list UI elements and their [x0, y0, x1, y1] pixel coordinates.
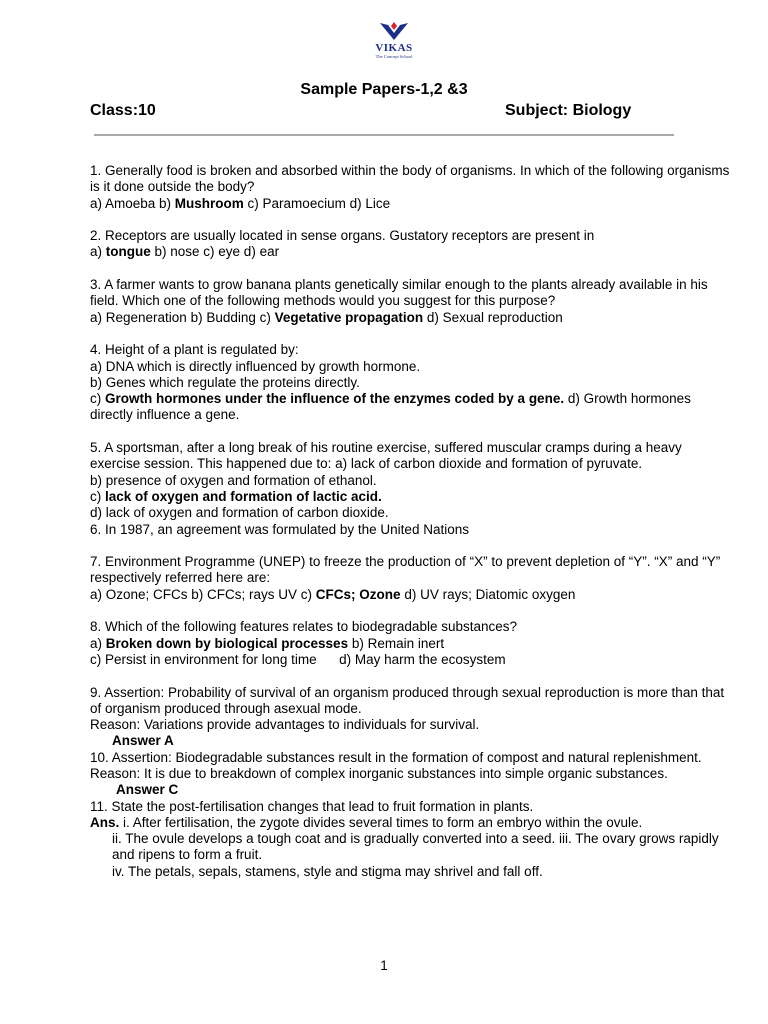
answer-text: i. After fertilisation, the zygote divides several times to form an embryo within the ovule.: [119, 814, 643, 830]
question-8-text: 8. Which of the following features relates to biodegradable substances?: [90, 619, 518, 635]
vikas-emblem-icon: [367, 20, 421, 42]
option-text: a): [90, 244, 106, 260]
question-4-text: 4. Height of a plant is regulated by:: [90, 342, 299, 358]
question-2-text: 2. Receptors are usually located in sense organs. Gustatory receptors are present in: [90, 228, 595, 244]
question-1-options: [90, 196, 735, 212]
question-10-reason: Reason: It is due to breakdown of complex inorganic substances into simple organic substances.: [90, 765, 668, 781]
page-number: 1: [380, 958, 388, 973]
question-8-options-cd: c) Persist in environment for long time d) May harm the ecosystem: [90, 651, 506, 667]
option-text: c): [90, 488, 105, 504]
question-11-text: 11. State the post-fertilisation changes that lead to fruit formation in plants.: [90, 798, 534, 814]
question-9-reason: Reason: Variations provide advantages to individuals for survival.: [90, 717, 480, 733]
question-6-text: 6. In 1987, an agreement was formulated by the United Nations: [90, 521, 469, 537]
option-text: a) Regeneration b) Budding c): [90, 309, 275, 325]
correct-answer: Vegetative propagation: [274, 309, 424, 325]
question-1-text: 1. Generally food is broken and absorbed within the body of organisms. In which of the following organisms is it done outside the body?: [90, 163, 730, 195]
correct-answer: lack of oxygen and formation of lactic acid.: [105, 488, 382, 504]
question-3-text: 3. A farmer wants to grow banana plants genetically similar enough to the plants already available in his field. Which one of the following methods would you suggest for this purpose?: [90, 277, 708, 309]
correct-answer: Growth hormones under the influence of the enzymes coded by a gene.: [105, 391, 565, 407]
option-text: a) Ozone; CFCs b) CFCs; rays UV c): [90, 586, 316, 602]
subject-label: Subject: Biology: [505, 102, 632, 119]
option-text: c) Paramoecium d) Lice: [243, 195, 391, 211]
correct-answer: tongue: [105, 244, 151, 260]
question-11-answer-iv: iv. The petals, sepals, stamens, style and stigma may shrivel and fall off.: [112, 863, 543, 879]
question-9-assertion: 9. Assertion: Probability of survival of an organism produced through sexual reproduction is more than that of organism produced through asexual mode.: [90, 684, 725, 716]
question-5-text: 5. A sportsman, after a long break of his routine exercise, suffered muscular cramps during a heavy exercise session. This happened due to: a) lack of carbon dioxide and formation of pyruvate.: [90, 440, 682, 472]
question-7-text: 7. Environment Programme (UNEP) to freeze the production of “X” to prevent depletion of “Y”. “X” and “Y” respectively referred here are:: [90, 554, 721, 586]
option-text: b) nose c) eye d) ear: [150, 244, 280, 260]
question-11-answer-i: [90, 815, 735, 831]
correct-answer: CFCs; Ozone: [315, 586, 401, 602]
question-list: [90, 163, 735, 880]
option-text: d) Growth hormones directly influence a gene.: [90, 391, 691, 423]
header-divider: [94, 134, 674, 136]
question-5-option-c: [90, 489, 735, 505]
question-2-options: [90, 244, 735, 260]
logo-tagline: The Concept School: [375, 54, 413, 59]
option-text: b) Remain inert: [348, 635, 445, 651]
question-4-option-cd: [90, 391, 735, 424]
question-10-assertion: 10. Assertion: Biodegradable substances result in the formation of compost and natural replenishment.: [90, 749, 702, 765]
option-text: a): [90, 635, 106, 651]
option-text: d) Sexual reproduction: [423, 309, 563, 325]
question-3-options: [90, 310, 735, 326]
answer-label: Ans.: [90, 814, 120, 830]
logo-name: VIKAS: [375, 42, 413, 54]
question-4-option-a: a) DNA which is directly influenced by growth hormone.: [90, 358, 421, 374]
option-text: a) Amoeba b): [90, 195, 175, 211]
option-text: c): [90, 391, 105, 407]
option-text: d) UV rays; Diatomic oxygen: [400, 586, 576, 602]
page-title: Sample Papers-1,2 &3: [300, 81, 468, 98]
question-7-options: [90, 587, 735, 603]
question-4-option-b: b) Genes which regulate the proteins directly.: [90, 374, 360, 390]
question-11-answer-ii-iii: ii. The ovule develops a tough coat and is gradually converted into a seed. iii. The ovary grows rapidly and ripens to form a fruit.: [112, 831, 719, 863]
class-label: Class:10: [90, 102, 156, 119]
school-logo: [367, 20, 421, 64]
question-5-option-b: b) presence of oxygen and formation of ethanol.: [90, 472, 377, 488]
question-9-answer: Answer A: [112, 733, 174, 749]
question-5-option-d: d) lack of oxygen and formation of carbon dioxide.: [90, 505, 389, 521]
correct-answer: Broken down by biological processes: [105, 635, 349, 651]
question-8-options-ab: [90, 636, 735, 652]
correct-answer: Mushroom: [174, 195, 244, 211]
question-10-answer: Answer C: [116, 782, 179, 798]
